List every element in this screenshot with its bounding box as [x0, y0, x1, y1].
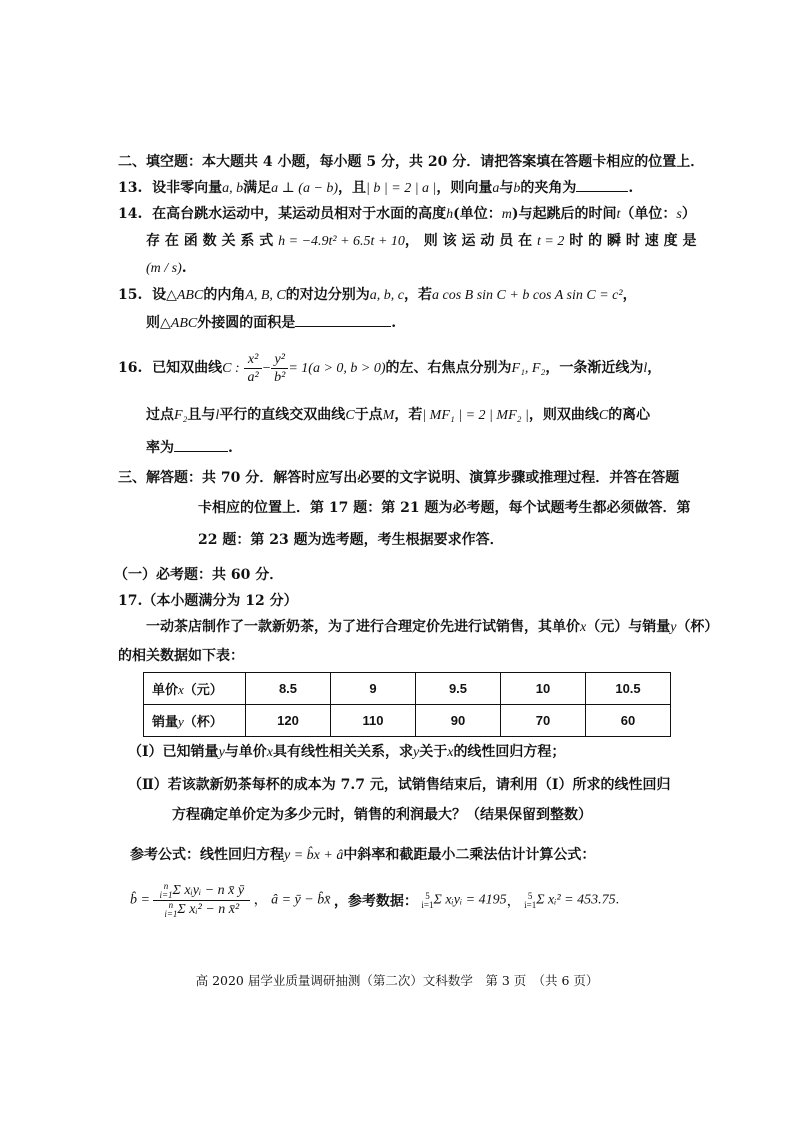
q16-line3: 率为	[146, 440, 174, 456]
q16-cond: | MF₁ | = 2 | MF₂ |	[422, 408, 529, 423]
question-13	[118, 177, 633, 199]
q15-angles: A, B, C	[245, 288, 286, 303]
q17-title: 17.（本小题满分为 12 分）	[118, 593, 298, 609]
q14-unit-m: m	[501, 207, 512, 222]
q13-text4: ，则向量	[436, 180, 493, 196]
q16-eq: = 1(a > 0, b > 0)	[288, 361, 386, 376]
section3-line1: 三、解答题：共 70 分．解答时应写出必要的文字说明、演算步骤或推理过程．并答在答题	[118, 470, 680, 486]
q17-part2-line1: （Ⅱ）若该款新奶茶每杯的成本为 7.7 元，试销售结束后，请利用（Ⅰ）所求的线性回归	[128, 777, 671, 793]
q14-t2: t = 2	[537, 234, 565, 249]
sales-cell: 60	[586, 705, 671, 737]
section3-sub: （一）必考题：共 60 分．	[114, 567, 284, 583]
q15-sides: a, b, c	[369, 288, 404, 303]
q16-number: 16.	[118, 360, 143, 376]
q15-line2a: 则	[146, 315, 160, 331]
q16-frac-y	[271, 351, 288, 386]
q16-line2a: 过点	[146, 407, 174, 423]
price-cell: 10	[501, 673, 586, 705]
q13-text6: 的夹角为	[520, 180, 577, 196]
ahat: â = ȳ − b̂x̄	[271, 892, 331, 908]
q13-answer-blank[interactable]	[576, 177, 628, 192]
q17-part2-line2: 方程确定单价定为多少元时，销售的利润最大？（结果保留到整数）	[172, 807, 592, 823]
question-14-line2	[146, 231, 696, 252]
q16-C3: C	[598, 408, 609, 423]
sales-cell: 90	[416, 705, 501, 737]
q16-C: C :	[222, 361, 240, 376]
q15-tri: △ABC	[166, 288, 204, 303]
q16-line2b: 且与	[187, 407, 216, 423]
question-14-line1	[118, 204, 696, 225]
q16-t1: 已知双曲线	[152, 360, 223, 376]
q17-part1: （Ⅰ）已知销量y与单价x具有线性相关关系，求y关于x的线性回归方程；	[128, 744, 566, 760]
section2-heading: 二、填空题：本大题共 4 小题，每小题 5 分，共 20 分．请把答案填在答题卡相应的位置上．	[118, 154, 705, 170]
q15-t1: 设	[152, 287, 167, 303]
q16-answer-blank[interactable]	[174, 437, 228, 452]
q16-frac-x	[244, 351, 261, 386]
q13-text: 设非零向量	[152, 180, 223, 196]
q14-text-b: (单位：	[453, 206, 502, 222]
table-row-price	[144, 673, 671, 705]
table-row-sales	[144, 705, 671, 737]
sales-cell: 110	[331, 705, 416, 737]
q14-text: 在高台跳水运动中，某运动员相对于水面的高度	[152, 206, 447, 222]
q15-t3: 的对边分别为	[285, 287, 370, 303]
q16-line2f: ，则双曲线	[528, 407, 599, 423]
q13-a: a	[492, 181, 500, 196]
q17-y: y	[670, 620, 677, 635]
q17-p1b: （元）与销量	[586, 619, 671, 635]
q15-end: .	[391, 315, 397, 331]
question-16-line3	[146, 437, 233, 458]
q16-line2c: 平行的直线交双曲线	[219, 407, 346, 423]
question-16-line1	[118, 346, 661, 391]
q17-x: x	[580, 620, 587, 635]
q15-t4: ，若	[404, 287, 432, 303]
q15-line2b: 外接圆的面积是	[197, 315, 296, 331]
q16-line2e: ，若	[394, 407, 423, 423]
sales-cell: 70	[501, 705, 586, 737]
q17-formula-block: b̂ = n i=1 Σ xᵢyᵢ − n x̄ ȳ n i=1 Σ xᵢ² − n x̄² ， â = ȳ − b̂x̄ ，参考数据： 5 i=1 Σ xᵢyᵢ = 4195， 5 i=1 Σ xᵢ² = 453.75.	[130, 881, 620, 920]
q14-text-e: ）	[681, 206, 696, 222]
q16-M: M	[382, 408, 395, 423]
s2-limits: 5 i=1	[524, 890, 537, 910]
q15-tri2: △ABC	[160, 316, 198, 331]
q16-minus: −	[261, 361, 272, 376]
sales-header: 销量y（杯）	[144, 705, 246, 737]
price-cell: 8.5	[246, 673, 331, 705]
q17-p1c: （杯）	[676, 619, 719, 635]
q13-text5: 与	[499, 180, 514, 196]
q14-t: t	[616, 207, 621, 222]
bhat: b̂ =	[130, 892, 150, 908]
q13-number: 13.	[118, 180, 143, 196]
page-footer: 高 2020 届学业质量调研抽测（第二次）文科数学 第 3 页 （共 6 页）	[195, 973, 599, 988]
regression-formula: y = b̂x + â	[284, 848, 344, 863]
q16-l2: l	[215, 408, 220, 423]
q17-p1a: 一动茶店制作了一款新奶茶，为了进行合理定价先进行试销售，其单价	[146, 619, 580, 635]
q16-a2: a²	[247, 369, 259, 385]
q13-perp: a ⊥ (a − b)	[271, 181, 339, 196]
bhat-denominator: n i=1 Σ xᵢ² − n x̄²	[164, 900, 240, 920]
bhat-numerator: n i=1 Σ xᵢyᵢ − n x̄ ȳ	[153, 882, 250, 901]
q16-foci: F₁, F₂	[511, 361, 546, 376]
q17-para2: 的相关数据如下表：	[118, 648, 244, 664]
question-14-line3	[146, 258, 187, 279]
bhat-fraction	[153, 882, 250, 919]
q13-norm: | b | = 2 | a |	[366, 181, 437, 196]
q16-end: .	[228, 440, 233, 456]
q14-number: 14.	[118, 206, 143, 222]
q16-line2d: 于点	[354, 407, 383, 423]
q16-F2: F₂	[174, 408, 188, 423]
q13-text3: ，且	[338, 180, 367, 196]
q14-end: .	[181, 260, 187, 276]
q17-para1	[146, 617, 718, 638]
q14-formula: h = −4.9t² + 6.5t + 10	[278, 234, 405, 249]
question-15-line2	[146, 312, 396, 334]
q14-unit-s: s	[676, 207, 682, 222]
q15-t2: 的内角	[203, 287, 246, 303]
q16-t3: ，一条渐近线为	[545, 360, 644, 376]
question-15-line1	[118, 285, 637, 306]
q13-b: b	[513, 181, 521, 196]
q14-text-c: )与起跳后的时间	[511, 206, 617, 222]
section3-line3: 22 题：第 23 题为选考题，考生根据要求作答．	[198, 532, 504, 548]
price-header: 单价x（元）	[144, 673, 246, 705]
q13-vectors: a, b	[222, 181, 244, 196]
q14-line2c: 时 的 瞬 时 速 度 是	[569, 233, 697, 249]
q17-ref-formula: 参考公式：线性回归方程y = b̂x + â中斜率和截距最小二乘法估计计算公式：	[130, 847, 596, 863]
q16-t4: ，	[647, 360, 662, 376]
q14-line2b: ， 则 该 运 动 员 在	[404, 233, 533, 249]
refdata-label: ，参考数据：	[333, 893, 418, 910]
q16-C2: C	[345, 408, 355, 423]
q16-x2: x²	[244, 351, 261, 369]
price-cell: 9	[331, 673, 416, 705]
price-cell: 9.5	[416, 673, 501, 705]
sales-cell: 120	[246, 705, 331, 737]
q14-line2a: 存 在 函 数 关 系 式	[146, 233, 274, 249]
q14-h: h	[446, 207, 454, 222]
q16-b2: b²	[274, 369, 286, 385]
q15-answer-blank[interactable]	[295, 312, 391, 327]
q16-t2: 的左、右焦点分别为	[385, 360, 512, 376]
q14-text-d: （单位：	[620, 206, 677, 222]
q16-y2: y²	[271, 351, 288, 369]
section3-line2: 卡相应的位置上．第 17 题：第 21 题为必考题，每个试题考生都必须做答．第	[198, 500, 691, 516]
q13-text2: 满足	[243, 180, 272, 196]
q13-end: .	[628, 180, 634, 196]
q16-line2g: 的离心	[608, 407, 651, 423]
q16-l: l	[643, 361, 648, 376]
s1-limits: 5 i=1	[421, 890, 434, 910]
question-16-line2	[146, 405, 650, 426]
price-cell: 10.5	[586, 673, 671, 705]
q17-data-table	[143, 672, 671, 737]
q14-unit: (m / s)	[146, 261, 182, 276]
q15-number: 15.	[118, 287, 143, 303]
q15-formula: a cos B sin C + b cos A sin C = c²	[432, 288, 623, 303]
sum-x2: Σ xᵢ² = 453.75	[536, 892, 616, 908]
q15-t5: ，	[622, 287, 637, 303]
sum-xy: Σ xᵢyᵢ = 4195	[433, 892, 507, 908]
